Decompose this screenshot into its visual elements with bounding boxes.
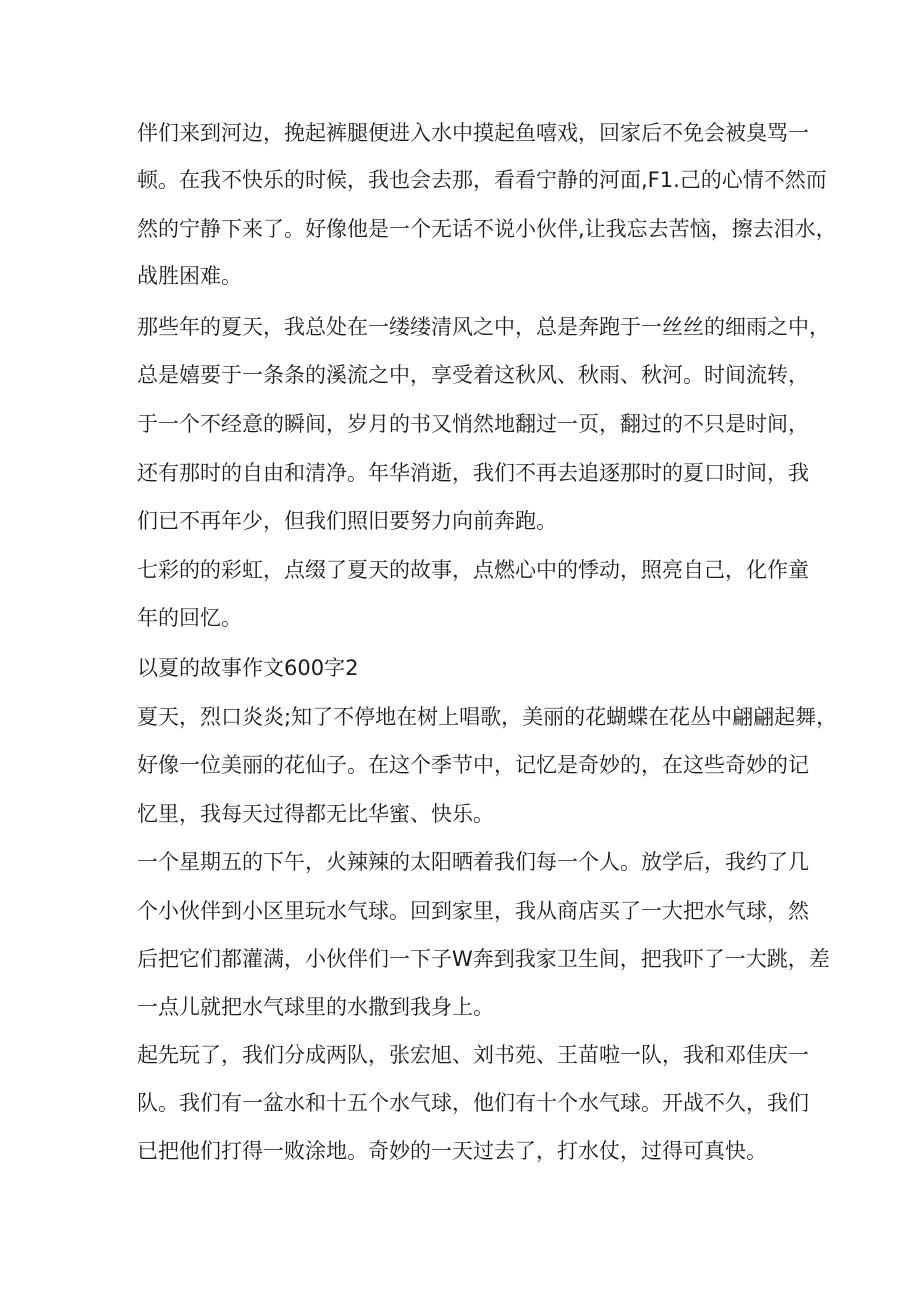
text-line: 队。我们有一盆水和十五个水气球，他们有十个水气球。开战不久，我们 [137,1091,809,1115]
text-line: 一个星期五的下午，火辣辣的太阳晒着我们每一个人。放学后，我约了几 [137,850,809,874]
text-line: 好像一位美丽的花仙子。在这个季节中，记忆是奇妙的，在这些奇妙的记 [137,753,809,777]
text-line: 后把它们都灌满，小伙伴们一下子W奔到我家卫生间，把我吓了一大跳，差 [137,947,830,971]
text-line: 已把他们打得一败涂地。奇妙的一天过去了，打水仗，过得可真快。 [137,1139,767,1163]
text-line: 七彩的的彩虹，点缀了夏天的故事，点燃心中的悸动，照亮自己，化作童 [137,558,809,582]
text-line: 一点儿就把水气球里的水撒到我身上。 [137,995,494,1019]
text-line: 个小伙伴到小区里玩水气球。回到家里，我从商店买了一大把水气球，然 [137,899,809,923]
text-line: 年的回忆。 [137,606,242,630]
text-line: 顿。在我不快乐的时候，我也会去那，看看宁静的河面,F1.己的心情不然而 [137,168,827,192]
text-line: 还有那时的自由和清净。年华消逝，我们不再去追逐那时的夏口时间，我 [137,461,809,485]
text-line: 伴们来到河边，挽起裤腿便进入水中摸起鱼嘻戏，回家后不免会被臭骂一 [137,121,809,145]
text-line: 总是嬉要于一条条的溪流之中，享受着这秋风、秋雨、秋河。时间流转， [137,363,809,387]
text-line: 战胜困难。 [137,264,242,288]
text-line: 于一个不经意的瞬间，岁月的书又悄然地翻过一页，翻过的不只是时间， [137,412,809,436]
text-line: 然的宁静下来了。好像他是一个无话不说小伙伴,让我忘去苦恼，擦去泪水， [137,217,837,241]
text-line: 那些年的夏天，我总处在一缕缕清风之中，总是奔跑于一丝丝的细雨之中， [137,315,830,339]
text-line: 起先玩了，我们分成两队，张宏旭、刘书苑、王苗啦一队，我和邓佳庆一 [137,1043,809,1067]
text-line: 们已不再年少，但我们照旧要努力向前奔跑。 [137,509,557,533]
text-line: 夏天，烈口炎炎;知了不停地在树上唱歌，美丽的花蝴蝶在花丛中翩翩起舞， [137,705,838,729]
text-line: 忆里，我每天过得都无比华蜜、快乐。 [137,802,494,826]
section-heading: 以夏的故事作文600字2 [137,656,359,680]
